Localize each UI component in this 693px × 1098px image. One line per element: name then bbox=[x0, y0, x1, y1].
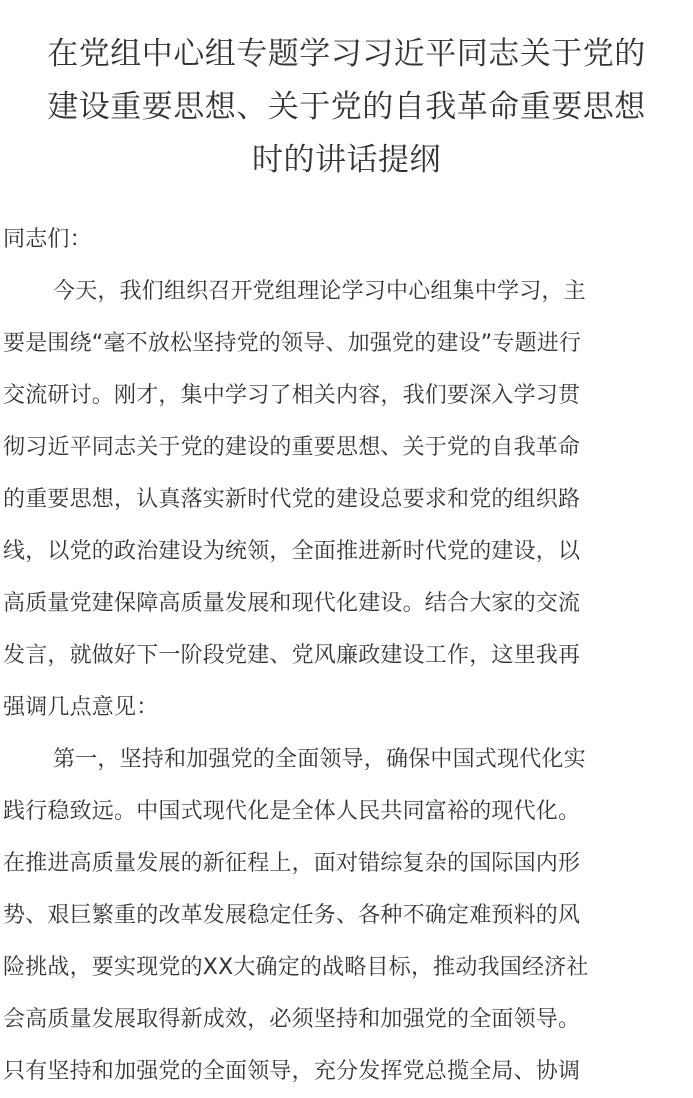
body-line: 险挑战，要实现党的XX大确定的战略目标，推动我国经济社 bbox=[3, 955, 589, 980]
body-line: 第一，坚持和加强党的全面领导，确保中国式现代化实 bbox=[53, 747, 586, 772]
body-line: 的重要思想，认真落实新时代党的建设总要求和党的组织路 bbox=[3, 487, 581, 512]
document-body bbox=[3, 214, 693, 1098]
body-line: 在推进高质量发展的新征程上，面对错综复杂的国际国内形 bbox=[3, 851, 581, 876]
body-line: 发言，就做好下一阶段党建、党风廉政建设工作，这里我再 bbox=[3, 643, 581, 668]
body-line: 交流研讨。刚才，集中学习了相关内容，我们要深入学习贯 bbox=[3, 383, 581, 408]
body-line: 彻习近平同志关于党的建设的重要思想、关于党的自我革命 bbox=[3, 435, 581, 460]
body-line: 高质量党建保障高质量发展和现代化建设。结合大家的交流 bbox=[3, 591, 581, 616]
salutation: 同志们： bbox=[3, 227, 92, 252]
body-line: 只有坚持和加强党的全面领导，充分发挥党总揽全局、协调 bbox=[3, 1059, 581, 1084]
body-line: 今天，我们组织召开党组理论学习中心组集中学习，主 bbox=[53, 279, 586, 304]
body-line: 践行稳致远。中国式现代化是全体人民共同富裕的现代化。 bbox=[3, 799, 581, 824]
body-line: 强调几点意见： bbox=[3, 695, 159, 720]
body-line: 要是围绕“毫不放松坚持党的领导、加强党的建设”专题进行 bbox=[3, 331, 582, 356]
body-line: 线，以党的政治建设为统领，全面推进新时代党的建设，以 bbox=[3, 539, 581, 564]
body-line: 会高质量发展取得新成效，必须坚持和加强党的全面领导。 bbox=[3, 1007, 581, 1032]
title-line-3: 时的讲话提纲 bbox=[252, 142, 441, 178]
title-line-2: 建设重要思想、关于党的自我革命重要思想 bbox=[47, 89, 646, 125]
document-title bbox=[0, 28, 693, 187]
body-line: 势、艰巨繁重的改革发展稳定任务、各种不确定难预料的风 bbox=[3, 903, 581, 928]
title-line-1: 在党组中心组专题学习习近平同志关于党的 bbox=[47, 36, 646, 72]
